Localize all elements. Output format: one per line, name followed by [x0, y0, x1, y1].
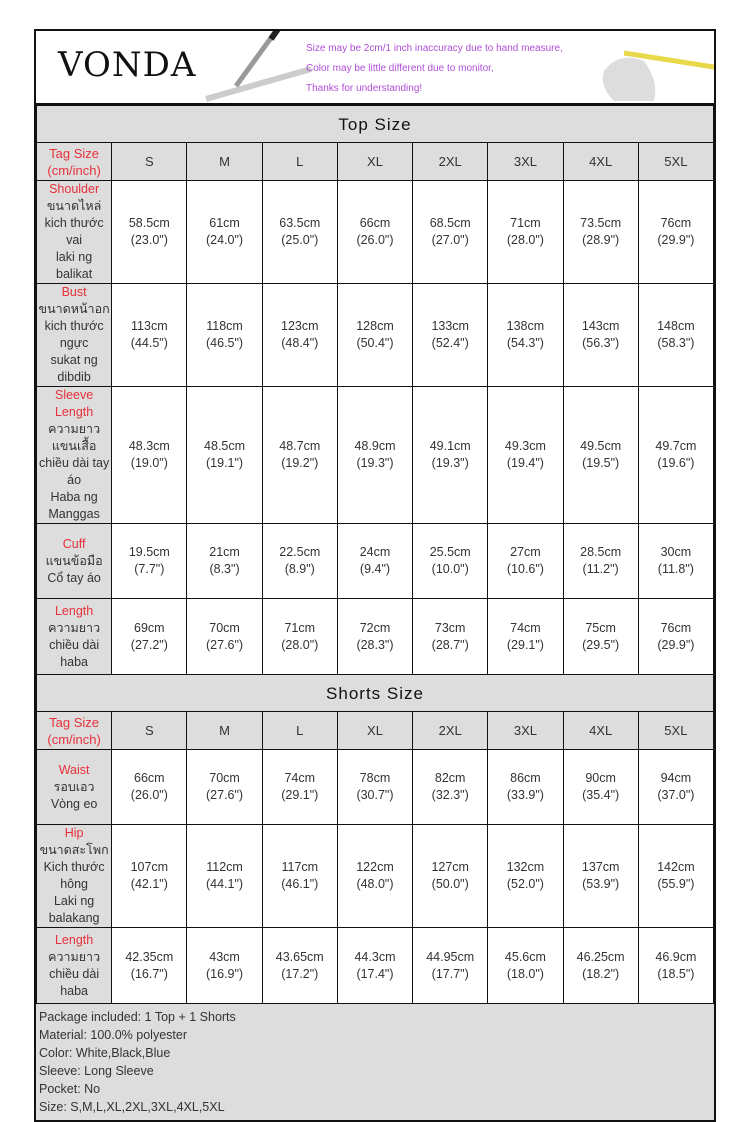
value-cm: 148cm [657, 319, 695, 333]
value-inch: (28.3") [356, 637, 394, 652]
shorts-title-row [37, 675, 714, 712]
pen-ruler-icon [176, 31, 316, 103]
size-5XL: 5XL [638, 712, 713, 750]
measurement-value [488, 599, 563, 675]
value-cm: 71cm [510, 216, 541, 230]
measurement-name: Length [54, 932, 94, 947]
measurement-name: Hip [64, 826, 84, 840]
value-inch: (50.4") [356, 336, 394, 350]
measurement-value [112, 928, 187, 1004]
value-cm: 94cm [660, 771, 692, 785]
measurement-value [112, 750, 187, 825]
measurement-translation: ขนาดหน้าอก [38, 302, 110, 316]
note-line: Thanks for understanding! [306, 83, 423, 94]
measurement-row [37, 284, 714, 387]
size-4XL: 4XL [563, 712, 638, 750]
value-cm: 45.6cm [504, 949, 546, 964]
product-details [36, 1004, 714, 1120]
value-inch: (19.4") [506, 456, 544, 470]
tag-label-line: (cm/inch) [47, 731, 101, 747]
measurement-value [112, 599, 187, 675]
value-inch: (19.1") [206, 456, 244, 470]
value-inch: (28.9") [582, 233, 620, 247]
value-inch: (9.4") [359, 562, 391, 576]
value-inch: (44.5") [130, 336, 168, 350]
value-cm: 74cm [510, 620, 541, 635]
measurement-value [413, 825, 488, 928]
value-cm: 61cm [209, 216, 240, 230]
measurement-value [337, 599, 412, 675]
value-cm: 48.9cm [354, 439, 396, 453]
size-header-row [37, 143, 714, 181]
measurement-value [488, 387, 563, 524]
size-chart [34, 29, 716, 1122]
measurement-row [37, 387, 714, 524]
value-inch: (27.0") [431, 233, 469, 247]
measurement-value [413, 599, 488, 675]
measurement-value [638, 750, 713, 825]
measurement-translation: Cổ tay áo [47, 570, 101, 585]
measurement-name: Shoulder [49, 182, 100, 196]
value-cm: 21cm [209, 545, 240, 559]
value-inch: (23.0") [130, 233, 168, 247]
value-cm: 48.7cm [279, 439, 321, 453]
value-inch: (8.9") [284, 562, 315, 576]
value-cm: 49.5cm [580, 439, 622, 453]
value-cm: 76cm [660, 216, 692, 230]
value-inch: (48.0") [356, 877, 394, 891]
measurement-value [413, 524, 488, 599]
value-inch: (28.0") [506, 233, 544, 247]
value-inch: (19.5") [582, 456, 620, 470]
value-cm: 73.5cm [580, 216, 622, 230]
tag-label-line: Tag Size [49, 145, 100, 161]
value-inch: (53.9") [582, 877, 620, 891]
value-inch: (17.2") [281, 966, 319, 981]
value-cm: 112cm [206, 860, 243, 874]
measurement-value [337, 387, 412, 524]
measurement-value [488, 825, 563, 928]
brand-logo: VONDA [58, 45, 197, 85]
measurement-translation: chiều dài tay áo [39, 456, 110, 487]
value-inch: (27.6") [206, 788, 244, 802]
value-cm: 90cm [585, 771, 616, 785]
measurement-row [37, 524, 714, 599]
measurement-row [37, 825, 714, 928]
size-2XL: 2XL [413, 143, 488, 181]
value-cm: 46.9cm [655, 949, 697, 964]
measurement-label [37, 524, 112, 599]
measurement-translation: laki ng balikat [56, 250, 93, 281]
measurement-row [37, 599, 714, 675]
value-inch: (32.3") [431, 788, 469, 802]
measurement-value [563, 825, 638, 928]
measurement-translation: Haba ng Manggas [48, 490, 100, 521]
measurement-name: Sleeve Length [54, 388, 94, 419]
measurement-value [187, 181, 262, 284]
detail-line: Sleeve: Long Sleeve [39, 1064, 154, 1078]
value-cm: 22.5cm [279, 545, 321, 559]
value-cm: 70cm [209, 771, 240, 785]
detail-line: Color: White,Black,Blue [39, 1046, 171, 1060]
tag-size-label [37, 143, 112, 181]
value-cm: 69cm [134, 620, 165, 635]
value-inch: (18.0") [506, 966, 544, 981]
measurement-value [112, 825, 187, 928]
value-cm: 70cm [209, 620, 240, 635]
measurement-value [262, 928, 337, 1004]
value-cm: 132cm [506, 860, 545, 874]
value-inch: (42.1") [130, 877, 168, 891]
tag-label-line: (cm/inch) [47, 162, 101, 178]
value-inch: (29.9") [657, 233, 695, 247]
measurement-value [262, 599, 337, 675]
measurement-value [187, 387, 262, 524]
value-cm: 68.5cm [429, 216, 471, 230]
measurement-value [112, 181, 187, 284]
measurement-row [37, 928, 714, 1004]
measurement-label [37, 387, 112, 524]
measurement-value [262, 387, 337, 524]
value-cm: 43cm [209, 949, 240, 964]
measurement-translation: Vòng eo [50, 796, 98, 811]
value-inch: (29.5") [582, 637, 620, 652]
measurement-value [187, 284, 262, 387]
measurement-value [488, 750, 563, 825]
value-inch: (50.0") [431, 877, 469, 891]
measurement-translation: kich thước ngực [44, 319, 104, 350]
value-inch: (48.4") [281, 336, 319, 350]
measurement-value [563, 750, 638, 825]
measurement-value [638, 181, 713, 284]
value-inch: (54.3") [506, 336, 544, 350]
value-cm: 128cm [356, 319, 394, 333]
value-cm: 123cm [281, 319, 319, 333]
measurement-translation: ความยาว [48, 620, 101, 635]
value-cm: 44.3cm [354, 949, 396, 964]
size-L: L [262, 712, 337, 750]
detail-line: Material: 100.0% polyester [39, 1028, 187, 1042]
measurement-name: Waist [58, 762, 90, 777]
value-inch: (19.2") [281, 456, 319, 470]
measurement-value [488, 928, 563, 1004]
measurement-value [638, 928, 713, 1004]
value-inch: (17.4") [356, 966, 394, 981]
measurement-value [262, 284, 337, 387]
value-inch: (16.7") [130, 966, 168, 981]
value-inch: (19.3") [356, 456, 394, 470]
measurement-value [262, 750, 337, 825]
measurement-translation: ขนาดไหล่ [46, 199, 102, 213]
value-inch: (29.9") [657, 637, 695, 652]
measurement-value [413, 284, 488, 387]
size-2XL: 2XL [413, 712, 488, 750]
value-inch: (7.7") [134, 562, 165, 576]
tag-label-line: Tag Size [49, 714, 100, 730]
value-cm: 71cm [284, 620, 316, 635]
value-inch: (10.0") [431, 562, 469, 576]
value-cm: 66cm [134, 771, 165, 785]
measurement-translation: Laki ng balakang [48, 894, 100, 925]
measurement-value [638, 825, 713, 928]
measurement-name: Length [54, 603, 94, 618]
measurement-translation: chiều dài [49, 966, 100, 981]
value-cm: 78cm [359, 771, 391, 785]
size-S: S [112, 712, 187, 750]
measurement-label [37, 750, 112, 825]
shorts-size-title: Shorts Size [37, 675, 714, 712]
measurement-translation: ขนาดสะโพก [39, 843, 109, 857]
value-cm: 113cm [131, 319, 168, 333]
measurement-value [337, 284, 412, 387]
value-cm: 107cm [130, 860, 169, 874]
measurement-value [413, 928, 488, 1004]
measurement-row [37, 750, 714, 825]
value-cm: 48.3cm [128, 439, 170, 453]
value-cm: 133cm [431, 319, 469, 333]
value-cm: 28.5cm [580, 545, 622, 559]
tag-size-label [37, 712, 112, 750]
measurement-label [37, 825, 112, 928]
measurement-label [37, 928, 112, 1004]
measurement-value [488, 284, 563, 387]
measurement-value [337, 181, 412, 284]
value-inch: (52.0") [506, 877, 544, 891]
measurement-translation: แขนข้อมือ [45, 553, 103, 568]
measurement-translation: sukat ng dibdib [50, 353, 98, 384]
measurement-value [563, 284, 638, 387]
value-inch: (18.2") [582, 966, 620, 981]
size-header-row [37, 712, 714, 750]
measurement-translation: ความยาว [48, 949, 101, 964]
measurement-value [563, 928, 638, 1004]
value-cm: 49.3cm [504, 439, 546, 453]
size-3XL: 3XL [488, 143, 563, 181]
value-cm: 74cm [284, 771, 316, 785]
measurement-label [37, 599, 112, 675]
value-inch: (17.7") [431, 966, 469, 981]
value-inch: (56.3") [582, 336, 620, 350]
size-L: L [262, 143, 337, 181]
disclaimer [306, 39, 563, 99]
value-cm: 118cm [206, 319, 243, 333]
measurement-value [638, 599, 713, 675]
value-inch: (11.8") [657, 562, 694, 576]
value-cm: 76cm [660, 620, 692, 635]
measurement-row [37, 181, 714, 284]
detail-line: Size: S,M,L,XL,2XL,3XL,4XL,5XL [39, 1100, 225, 1114]
value-inch: (18.5") [657, 966, 695, 981]
value-inch: (33.9") [506, 788, 544, 802]
value-inch: (19.3") [431, 456, 469, 470]
detail-line: Package included: 1 Top + 1 Shorts [39, 1010, 236, 1024]
value-inch: (27.2") [130, 637, 168, 652]
measurement-value [563, 387, 638, 524]
measurement-value [187, 928, 262, 1004]
top-title-row [37, 106, 714, 143]
measurement-value [337, 928, 412, 1004]
value-inch: (46.5") [206, 336, 244, 350]
value-inch: (55.9") [657, 877, 695, 891]
value-inch: (46.1") [281, 877, 319, 891]
value-cm: 72cm [359, 620, 391, 635]
value-inch: (58.3") [657, 336, 695, 350]
value-inch: (19.6") [657, 456, 695, 470]
value-inch: (26.0") [130, 788, 168, 802]
measurement-value [638, 387, 713, 524]
measurement-value [112, 284, 187, 387]
value-inch: (8.3") [209, 562, 240, 576]
measurement-translation: chiều dài [49, 637, 100, 652]
measurement-name: Cuff [62, 536, 86, 551]
value-inch: (28.0") [281, 637, 319, 652]
value-cm: 138cm [506, 319, 545, 333]
measurement-value [337, 750, 412, 825]
value-inch: (52.4") [431, 336, 469, 350]
size-S: S [112, 143, 187, 181]
size-M: M [187, 143, 262, 181]
value-cm: 19.5cm [128, 545, 170, 559]
value-cm: 73cm [434, 620, 466, 635]
size-table [36, 105, 714, 1004]
measurement-translation: haba [60, 983, 89, 998]
note-line: Size may be 2cm/1 inch inaccuracy due to hand measure, [306, 43, 563, 54]
value-inch: (26.0") [356, 233, 394, 247]
measurement-value [337, 825, 412, 928]
value-cm: 46.25cm [576, 949, 625, 964]
measurement-translation: ความยาวแขนเสื้อ [48, 422, 101, 453]
measurement-value [413, 750, 488, 825]
measurement-value [262, 825, 337, 928]
measurement-value [187, 599, 262, 675]
measurement-label [37, 284, 112, 387]
size-M: M [187, 712, 262, 750]
value-inch: (30.7") [356, 788, 394, 802]
size-4XL: 4XL [563, 143, 638, 181]
value-inch: (11.2") [582, 562, 619, 576]
size-XL: XL [337, 712, 412, 750]
measurement-value [413, 181, 488, 284]
measurement-value [563, 599, 638, 675]
size-XL: XL [337, 143, 412, 181]
value-inch: (24.0") [206, 233, 244, 247]
value-cm: 27cm [510, 545, 541, 559]
value-inch: (44.1") [206, 877, 244, 891]
value-cm: 25.5cm [429, 545, 471, 559]
note-line: Color may be little different due to monitor, [306, 63, 494, 74]
measurement-value [187, 524, 262, 599]
value-cm: 66cm [359, 216, 391, 230]
measurement-name: Bust [61, 285, 87, 299]
banner [36, 31, 714, 105]
value-cm: 127cm [431, 860, 469, 874]
top-size-title: Top Size [37, 106, 714, 143]
value-inch: (35.4") [582, 788, 620, 802]
value-inch: (19.0") [130, 456, 168, 470]
measuring-tape-icon [584, 31, 714, 103]
measurement-value [638, 524, 713, 599]
value-cm: 24cm [359, 545, 391, 559]
measurement-label [37, 181, 112, 284]
value-cm: 49.7cm [655, 439, 697, 453]
measurement-value [413, 387, 488, 524]
value-inch: (29.1") [281, 788, 319, 802]
measurement-value [112, 524, 187, 599]
measurement-translation: Kich thước hông [43, 860, 105, 891]
value-cm: 58.5cm [128, 216, 170, 230]
value-inch: (27.6") [206, 637, 244, 652]
value-cm: 137cm [581, 860, 620, 874]
measurement-value [262, 524, 337, 599]
value-cm: 42.35cm [125, 949, 174, 964]
measurement-value [337, 524, 412, 599]
size-3XL: 3XL [488, 712, 563, 750]
value-cm: 143cm [581, 319, 620, 333]
measurement-value [638, 284, 713, 387]
measurement-value [112, 387, 187, 524]
value-cm: 142cm [657, 860, 695, 874]
value-cm: 63.5cm [279, 216, 321, 230]
value-inch: (10.6") [506, 562, 544, 576]
value-cm: 43.65cm [275, 949, 324, 964]
value-cm: 122cm [356, 860, 394, 874]
measurement-translation: haba [60, 654, 89, 669]
measurement-value [262, 181, 337, 284]
value-cm: 30cm [660, 545, 692, 559]
value-inch: (25.0") [281, 233, 319, 247]
value-cm: 86cm [510, 771, 541, 785]
measurement-value [187, 750, 262, 825]
value-cm: 82cm [434, 771, 466, 785]
value-inch: (29.1") [506, 637, 544, 652]
value-cm: 49.1cm [429, 439, 471, 453]
measurement-value [563, 181, 638, 284]
value-cm: 48.5cm [204, 439, 246, 453]
measurement-translation: รอบเอว [53, 779, 95, 794]
size-5XL: 5XL [638, 143, 713, 181]
value-cm: 117cm [281, 860, 319, 874]
value-cm: 44.95cm [426, 949, 475, 964]
detail-line: Pocket: No [39, 1082, 101, 1096]
measurement-translation: kich thước vai [44, 216, 104, 247]
value-inch: (37.0") [657, 788, 695, 802]
measurement-value [187, 825, 262, 928]
measurement-value [488, 181, 563, 284]
value-inch: (16.9") [206, 966, 244, 981]
measurement-value [488, 524, 563, 599]
measurement-value [563, 524, 638, 599]
value-inch: (28.7") [431, 637, 469, 652]
value-cm: 75cm [585, 620, 616, 635]
